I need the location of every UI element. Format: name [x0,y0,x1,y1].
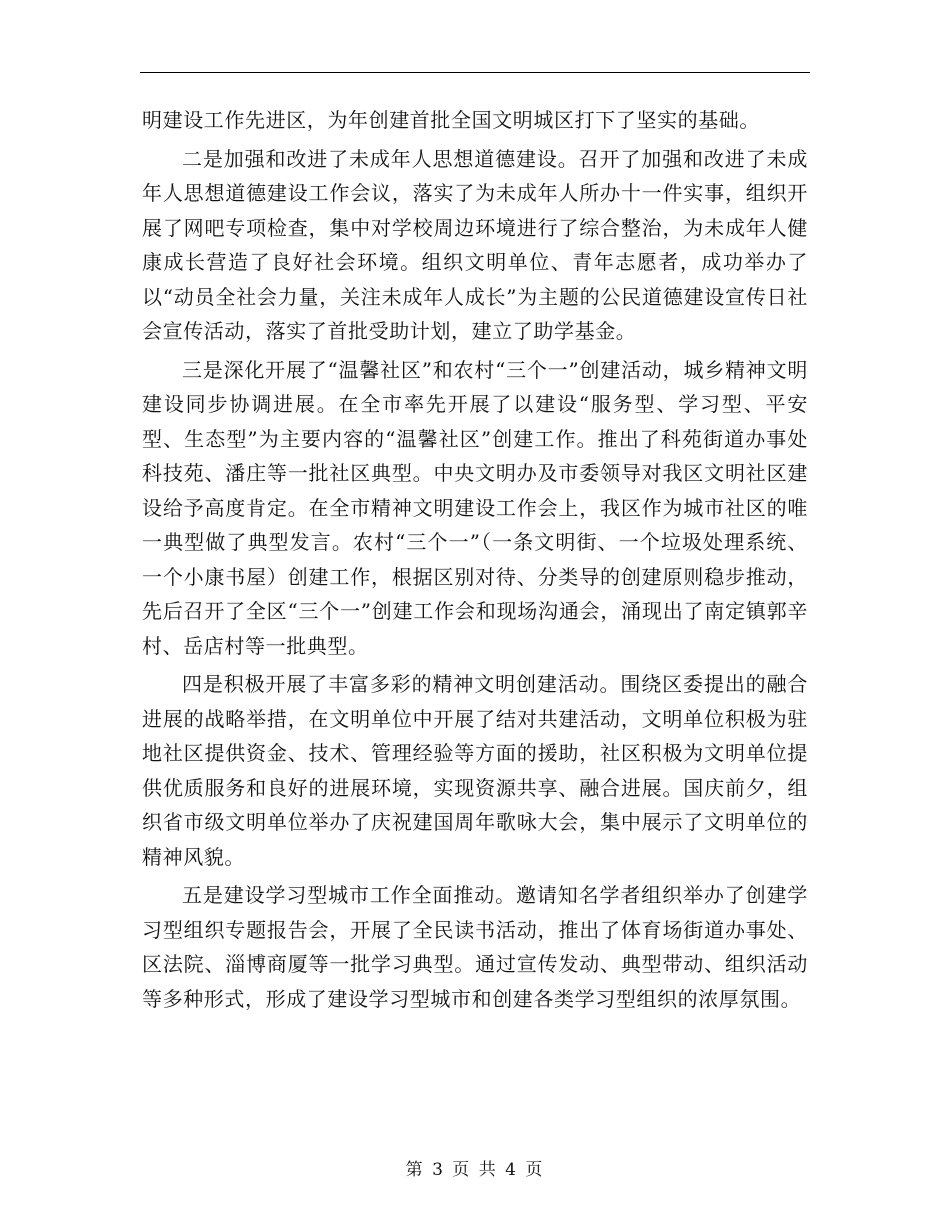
paragraph-warm-community: 三是深化开展了“温馨社区”和农村“三个一”创建活动，城乡精神文明建设同步协调进展。在全市率先开展了以建设“服务型、学习型、平安型、生态型”为主要内容的“温馨社区”创建工作。推出了科苑街道办事处科技苑、潘庄等一批社区典型。中央文明办及市委领导对我区文明社区建设给予高度肯定。在全市精神文明建设工作会上，我区作为城市社区的唯一典型做了典型发言。农村“三个一”（一条文明街、一个垃圾处理系统、一个小康书屋）创建工作，根据区别对待、分类导的创建原则稳步推动，先后召开了全区“三个一”创建工作会和现场沟通会，涌现出了南定镇郭辛村、岳店村等一批典型。 [142,357,808,658]
paragraph-minors-moral-building: 二是加强和改进了未成年人思想道德建设。召开了加强和改进了未成年人思想道德建设工作会议，落实了为未成年人所办十一件实事，组织开展了网吧专项检查，集中对学校周边环境进行了综合整治，为未成年人健康成长营造了良好社会环境。组织文明单位、青年志愿者，成功举办了以“动员全社会力量，关注未成年人成长”为主题的公民道德建设宣传日社会宣传活动，落实了首批受助计划，建立了助学基金。 [142,146,808,343]
paragraph-continuation: 明建设工作先进区，为年创建首批全国文明城区打下了坚实的基础。 [142,108,760,132]
document-body [142,103,808,1016]
page-number-footer: 第 3 页 共 4 页 [405,1160,545,1180]
paragraph-civilization-activities: 四是积极开展了丰富多彩的精神文明创建活动。围绕区委提出的融合进展的战略举措，在文明单位中开展了结对共建活动，文明单位积极为驻地社区提供资金、技术、管理经验等方面的援助，社区积极为文明单位提供优质服务和良好的进展环境，实现资源共享、融合进展。国庆前夕，组织省市级文明单位举办了庆祝建国周年歌咏大会，集中展示了文明单位的精神风貌。 [142,672,808,869]
header-rule [140,72,810,73]
paragraph-learning-city: 五是建设学习型城市工作全面推动。邀请知名学者组织举办了创建学习型组织专题报告会，开展了全民读书活动，推出了体育场街道办事处、区法院、淄博商厦等一批学习典型。通过宣传发动、典型带动、组织活动等多种形式，形成了建设学习型城市和创建各类学习型组织的浓厚氛围。 [142,883,808,1011]
